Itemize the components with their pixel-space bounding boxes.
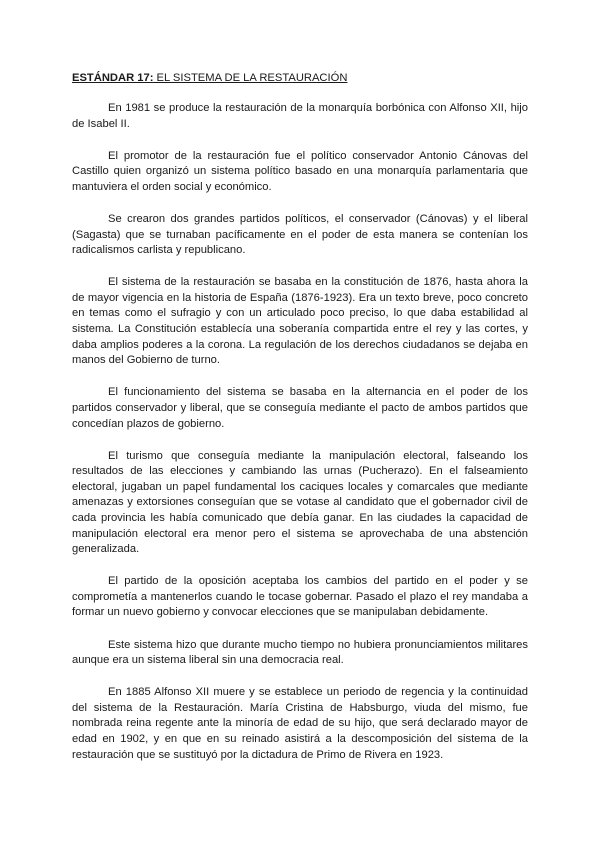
document-title [72, 71, 528, 85]
title-standard-label: ESTÁNDAR 17: [72, 72, 154, 84]
paragraph-5: El funcionamiento del sistema se basaba en la alternancia en el poder de los partidos conservador y liberal, que se conseguía mediante el pacto de ambos partidos que concedían plazos de gobierno. [72, 386, 528, 430]
paragraph-9: En 1885 Alfonso XII muere y se establece un periodo de regencia y la continuidad del sistema de la Restauración. María Cristina de Habsburgo, viuda del mismo, fue nombrada reina regente ante la minoría de edad de su hijo, que será declarado mayor de edad en 1902, y en que en su reinado asistirá a la descomposición del sistema de la restauración que se sustituyó por la dictadura de Primo de Rivera en 1923. [72, 686, 528, 761]
paragraph-4: El sistema de la restauración se basaba en la constitución de 1876, hasta ahora la de mayor vigencia en la historia de España (1876-1923). Era un texto breve, poco concreto en temas como el sufragio y con un articulado poco preciso, lo que daba estabilidad al sistema. La Constitución establecía una soberanía compartida entre el rey y las cortes, y daba amplios poderes a la corona. La regulación de los derechos ciudadanos se dejaba en manos del Gobierno de turno. [72, 276, 528, 367]
paragraph-8: Este sistema hizo que durante mucho tiempo no hubiera pronunciamientos militares aunque era un sistema liberal sin una democracia real. [72, 638, 528, 667]
title-topic: EL SISTEMA DE LA RESTAURACIÓN [153, 72, 348, 84]
paragraph-6: El turismo que conseguía mediante la manipulación electoral, falseando los resultados de las elecciones y cambiando las urnas (Pucherazo). En el falseamiento electoral, jugaban un papel fundamental los caciques locales y comarcales que mediante amenazas y extorsiones conseguían que se votase al candidato que el gobernador civil de cada provincia les había comunicado que debía ganar. En las ciudades la capacidad de manipulación electoral era menor pero el sistema se aprovechaba de una abstención generalizada. [72, 449, 528, 556]
paragraph-3: Se crearon dos grandes partidos políticos, el conservador (Cánovas) y el liberal (Sagasta) que se turnaban pacíficamente en el poder de esta manera se contenían los radicalismos carlista y republicano. [72, 212, 528, 257]
paragraph-7: El partido de la oposición aceptaba los cambios del partido en el poder y se comprometía a mantenerlos cuando le tocase gobernar. Pasado el plazo el rey mandaba a formar un nuevo gobierno y convocar elecciones que se manipulaban debidamente. [72, 575, 528, 619]
paragraph-2: El promotor de la restauración fue el político conservador Antonio Cánovas del Castillo quien organizó un sistema político basado en una monarquía parlamentaria que mantuviera el orden social y económico. [72, 149, 528, 193]
paragraph-1: En 1981 se produce la restauración de la monarquía borbónica con Alfonso XII, hijo de Isabel II. [72, 102, 528, 130]
